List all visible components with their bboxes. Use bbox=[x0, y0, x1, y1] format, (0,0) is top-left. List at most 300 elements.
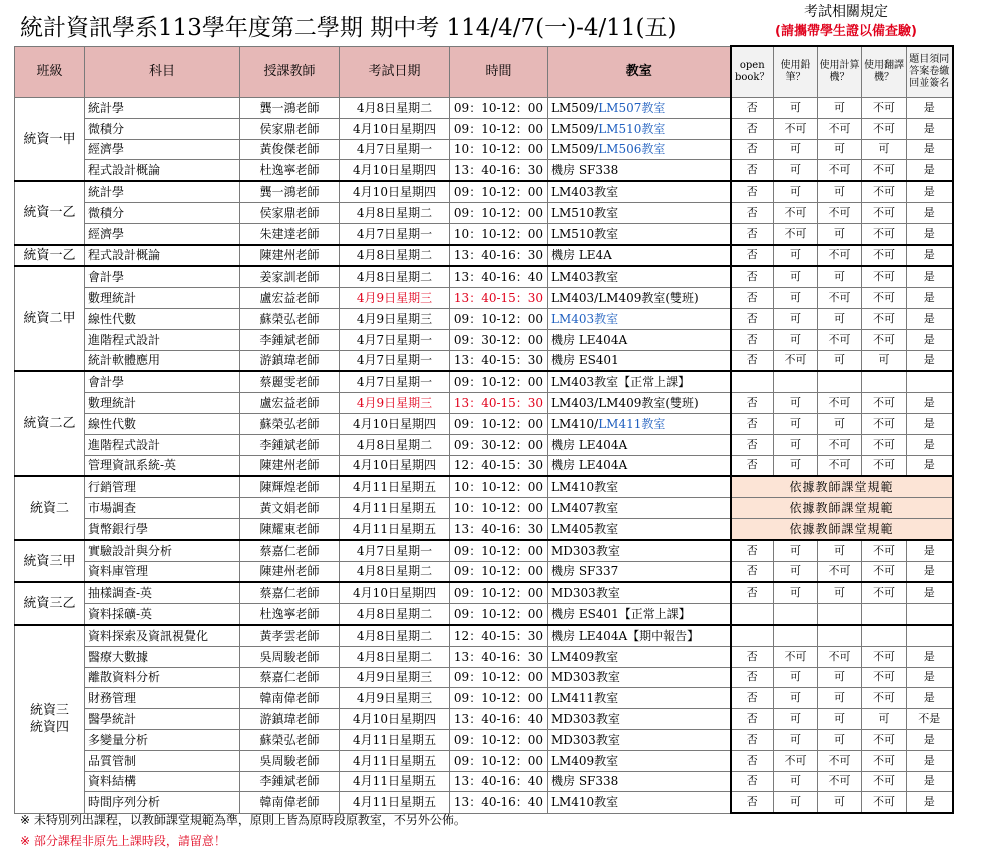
room-text: LM403/LM409教室(雙班) bbox=[551, 291, 699, 306]
subject-cell: 統計學 bbox=[85, 181, 240, 202]
policy-cell: 依據教師課堂規範 bbox=[731, 476, 953, 497]
table-row bbox=[15, 604, 953, 625]
room-text: LM510教室 bbox=[551, 205, 619, 220]
subject-cell: 實驗設計與分析 bbox=[85, 540, 240, 561]
teacher-cell: 李鍾斌老師 bbox=[240, 771, 340, 792]
teacher-cell: 韓南偉老師 bbox=[240, 792, 340, 813]
table-row bbox=[15, 582, 953, 603]
room-cell bbox=[548, 561, 731, 582]
room-text: 機房 SF338 bbox=[551, 774, 619, 789]
rule-cell: 是 bbox=[907, 266, 953, 287]
room-link[interactable]: LM506教室 bbox=[598, 142, 666, 157]
date-cell: 4月7日星期一 bbox=[340, 223, 450, 244]
time-cell: 13：40-16：30 bbox=[450, 160, 548, 181]
room-cell bbox=[548, 139, 731, 160]
room-text: LM403教室【正常上課】 bbox=[551, 375, 691, 390]
col-return-sign: 題目須同答案卷繳回並簽名 bbox=[907, 46, 953, 98]
date-cell: 4月9日星期三 bbox=[340, 393, 450, 414]
room-cell bbox=[548, 393, 731, 414]
rule-cell: 否 bbox=[731, 181, 774, 202]
rule-cell: 可 bbox=[774, 98, 818, 119]
room-link[interactable]: LM510教室 bbox=[598, 121, 666, 136]
subject-cell: 財務管理 bbox=[85, 688, 240, 709]
time-cell: 13：40-16：40 bbox=[450, 709, 548, 730]
teacher-cell: 朱建達老師 bbox=[240, 223, 340, 244]
rule-cell: 可 bbox=[818, 413, 862, 434]
rule-cell: 可 bbox=[774, 540, 818, 561]
class-cell: 統資二甲 bbox=[15, 266, 85, 371]
table-row bbox=[15, 393, 953, 414]
rule-cell bbox=[818, 625, 862, 646]
teacher-cell: 龔一鴻老師 bbox=[240, 98, 340, 119]
table-row bbox=[15, 98, 953, 119]
table-row bbox=[15, 750, 953, 771]
subject-cell: 品質管制 bbox=[85, 750, 240, 771]
room-cell bbox=[548, 160, 731, 181]
time-cell: 09：10-12：00 bbox=[450, 98, 548, 119]
rule-cell: 否 bbox=[731, 561, 774, 582]
time-cell: 13：40-16：30 bbox=[450, 646, 548, 667]
rule-cell: 可 bbox=[818, 729, 862, 750]
rule-cell: 是 bbox=[907, 434, 953, 455]
rule-cell: 不可 bbox=[774, 118, 818, 139]
subject-cell: 多變量分析 bbox=[85, 729, 240, 750]
rules-header-note: (請攜帶學生證以備查驗) bbox=[775, 24, 917, 39]
subject-cell: 經濟學 bbox=[85, 223, 240, 244]
rule-cell: 否 bbox=[731, 771, 774, 792]
date-cell: 4月7日星期一 bbox=[340, 540, 450, 561]
rule-cell bbox=[774, 604, 818, 625]
rule-cell: 不可 bbox=[818, 160, 862, 181]
rule-cell bbox=[862, 625, 907, 646]
subject-cell: 程式設計概論 bbox=[85, 245, 240, 267]
room-cell bbox=[548, 582, 731, 603]
date-cell: 4月8日星期二 bbox=[340, 561, 450, 582]
date-cell: 4月11日星期五 bbox=[340, 792, 450, 813]
room-cell bbox=[548, 771, 731, 792]
rule-cell: 否 bbox=[731, 288, 774, 309]
date-cell: 4月7日星期一 bbox=[340, 371, 450, 392]
date-cell: 4月9日星期三 bbox=[340, 667, 450, 688]
teacher-cell: 盧宏益老師 bbox=[240, 393, 340, 414]
rule-cell: 可 bbox=[862, 350, 907, 371]
rule-cell: 否 bbox=[731, 223, 774, 244]
rule-cell: 是 bbox=[907, 561, 953, 582]
table-row bbox=[15, 709, 953, 730]
rule-cell: 是 bbox=[907, 455, 953, 476]
rule-cell: 不可 bbox=[862, 729, 907, 750]
rule-cell: 不可 bbox=[818, 771, 862, 792]
date-cell: 4月8日星期二 bbox=[340, 434, 450, 455]
teacher-cell: 李鍾斌老師 bbox=[240, 329, 340, 350]
table-row bbox=[15, 561, 953, 582]
rule-cell: 不可 bbox=[774, 750, 818, 771]
rule-cell: 可 bbox=[774, 288, 818, 309]
rule-cell: 不可 bbox=[818, 750, 862, 771]
rule-cell: 不可 bbox=[818, 646, 862, 667]
rule-cell: 是 bbox=[907, 413, 953, 434]
room-cell bbox=[548, 688, 731, 709]
subject-cell: 貨幣銀行學 bbox=[85, 518, 240, 539]
teacher-cell: 龔一鴻老師 bbox=[240, 181, 340, 202]
rule-cell: 不可 bbox=[818, 245, 862, 267]
rule-cell: 不可 bbox=[818, 329, 862, 350]
date-cell: 4月11日星期五 bbox=[340, 750, 450, 771]
room-cell bbox=[548, 223, 731, 244]
rule-cell bbox=[731, 604, 774, 625]
rule-cell: 否 bbox=[731, 540, 774, 561]
room-cell bbox=[548, 202, 731, 223]
rule-cell bbox=[774, 625, 818, 646]
date-cell: 4月10日星期四 bbox=[340, 181, 450, 202]
rule-cell bbox=[907, 625, 953, 646]
teacher-cell: 蔡嘉仁老師 bbox=[240, 582, 340, 603]
col-subject: 科目 bbox=[85, 46, 240, 98]
rule-cell: 否 bbox=[731, 329, 774, 350]
class-cell: 統資三甲 bbox=[15, 540, 85, 583]
subject-cell: 會計學 bbox=[85, 266, 240, 287]
rule-cell: 不可 bbox=[862, 308, 907, 329]
rule-cell: 可 bbox=[818, 98, 862, 119]
rule-cell: 是 bbox=[907, 792, 953, 813]
rule-cell: 是 bbox=[907, 181, 953, 202]
rule-cell bbox=[774, 371, 818, 392]
room-text: 機房 LE404A bbox=[551, 437, 628, 452]
room-cell bbox=[548, 518, 731, 539]
subject-cell: 離散資料分析 bbox=[85, 667, 240, 688]
date-cell: 4月11日星期五 bbox=[340, 498, 450, 519]
teacher-cell: 侯家鼎老師 bbox=[240, 202, 340, 223]
table-body bbox=[15, 98, 953, 814]
rule-cell: 可 bbox=[774, 245, 818, 267]
date-cell: 4月8日星期二 bbox=[340, 98, 450, 119]
time-cell: 09：10-12：00 bbox=[450, 540, 548, 561]
col-time: 時間 bbox=[450, 46, 548, 98]
time-cell: 09：10-12：00 bbox=[450, 181, 548, 202]
rule-cell: 是 bbox=[907, 98, 953, 119]
rule-cell: 不可 bbox=[862, 771, 907, 792]
rule-cell: 不可 bbox=[818, 561, 862, 582]
rule-cell: 不可 bbox=[818, 118, 862, 139]
time-cell: 09：10-12：00 bbox=[450, 561, 548, 582]
rule-cell: 否 bbox=[731, 688, 774, 709]
room-text: LM410教室 bbox=[551, 480, 619, 495]
rule-cell: 不可 bbox=[862, 646, 907, 667]
time-cell: 13：40-16：40 bbox=[450, 792, 548, 813]
rule-cell: 可 bbox=[818, 223, 862, 244]
room-text: 機房 LE4A bbox=[551, 248, 612, 263]
class-cell: 統資二乙 bbox=[15, 371, 85, 476]
rule-cell: 可 bbox=[862, 139, 907, 160]
rules-header-title: 考試相關規定 bbox=[804, 4, 888, 20]
room-link[interactable]: LM507教室 bbox=[598, 100, 666, 115]
teacher-cell: 陳建州老師 bbox=[240, 455, 340, 476]
rule-cell: 否 bbox=[731, 413, 774, 434]
room-text: LM410/ bbox=[551, 416, 599, 431]
policy-cell: 依據教師課堂規範 bbox=[731, 498, 953, 519]
subject-cell: 資料結構 bbox=[85, 771, 240, 792]
room-text: LM409教室 bbox=[551, 753, 619, 768]
rule-cell: 不可 bbox=[862, 118, 907, 139]
table-row bbox=[15, 118, 953, 139]
room-text: LM403教室 bbox=[551, 185, 619, 200]
teacher-cell: 黃文娟老師 bbox=[240, 498, 340, 519]
subject-cell: 醫學統計 bbox=[85, 709, 240, 730]
time-cell: 13：40-15：30 bbox=[450, 393, 548, 414]
time-cell: 13：40-15：30 bbox=[450, 350, 548, 371]
subject-cell: 統計學 bbox=[85, 98, 240, 119]
table-row bbox=[15, 350, 953, 371]
date-cell: 4月10日星期四 bbox=[340, 413, 450, 434]
room-cell bbox=[548, 288, 731, 309]
subject-cell: 經濟學 bbox=[85, 139, 240, 160]
rule-cell: 否 bbox=[731, 202, 774, 223]
rule-cell: 可 bbox=[818, 181, 862, 202]
teacher-cell: 黃俊傑老師 bbox=[240, 139, 340, 160]
room-text: 機房 SF337 bbox=[551, 564, 619, 579]
room-link[interactable]: LM403教室 bbox=[551, 311, 619, 326]
subject-cell: 微積分 bbox=[85, 118, 240, 139]
rule-cell: 否 bbox=[731, 393, 774, 414]
rule-cell: 不可 bbox=[862, 561, 907, 582]
room-text: LM509/ bbox=[551, 100, 599, 115]
rule-cell: 不可 bbox=[862, 792, 907, 813]
rule-cell: 不可 bbox=[818, 434, 862, 455]
time-cell: 09：10-12：00 bbox=[450, 667, 548, 688]
teacher-cell: 陳建州老師 bbox=[240, 561, 340, 582]
subject-cell: 程式設計概論 bbox=[85, 160, 240, 181]
table-row bbox=[15, 266, 953, 287]
rule-cell: 可 bbox=[774, 160, 818, 181]
rule-cell: 可 bbox=[774, 582, 818, 603]
table-row bbox=[15, 518, 953, 539]
time-cell: 09：10-12：00 bbox=[450, 582, 548, 603]
rule-cell: 可 bbox=[774, 308, 818, 329]
teacher-cell: 姜家訓老師 bbox=[240, 266, 340, 287]
rule-cell: 可 bbox=[818, 688, 862, 709]
rule-cell: 是 bbox=[907, 540, 953, 561]
room-text: MD303教室 bbox=[551, 670, 620, 685]
rule-cell: 可 bbox=[818, 139, 862, 160]
subject-cell: 線性代數 bbox=[85, 413, 240, 434]
subject-cell: 線性代數 bbox=[85, 308, 240, 329]
date-cell: 4月11日星期五 bbox=[340, 518, 450, 539]
date-cell: 4月11日星期五 bbox=[340, 729, 450, 750]
date-cell: 4月7日星期一 bbox=[340, 329, 450, 350]
room-text: 機房 ES401【正常上課】 bbox=[551, 607, 691, 622]
rule-cell: 不可 bbox=[774, 350, 818, 371]
rule-cell bbox=[731, 371, 774, 392]
rule-cell: 是 bbox=[907, 582, 953, 603]
room-text: LM403教室 bbox=[551, 270, 619, 285]
rule-cell: 否 bbox=[731, 729, 774, 750]
rule-cell: 否 bbox=[731, 750, 774, 771]
table-row bbox=[15, 476, 953, 497]
rule-cell: 不可 bbox=[818, 202, 862, 223]
room-cell bbox=[548, 604, 731, 625]
room-cell bbox=[548, 350, 731, 371]
rule-cell: 否 bbox=[731, 308, 774, 329]
rule-cell: 否 bbox=[731, 792, 774, 813]
table-row bbox=[15, 729, 953, 750]
rule-cell: 是 bbox=[907, 308, 953, 329]
rule-cell: 不可 bbox=[862, 393, 907, 414]
room-cell bbox=[548, 245, 731, 267]
teacher-cell: 陳耀東老師 bbox=[240, 518, 340, 539]
date-cell: 4月7日星期一 bbox=[340, 139, 450, 160]
room-cell bbox=[548, 118, 731, 139]
subject-cell: 進階程式設計 bbox=[85, 434, 240, 455]
teacher-cell: 李鍾斌老師 bbox=[240, 434, 340, 455]
room-text: LM510教室 bbox=[551, 226, 619, 241]
rule-cell: 可 bbox=[818, 582, 862, 603]
class-cell: 統資一乙 bbox=[15, 245, 85, 267]
date-cell: 4月11日星期五 bbox=[340, 476, 450, 497]
rule-cell: 可 bbox=[818, 266, 862, 287]
room-link[interactable]: LM411教室 bbox=[598, 416, 666, 431]
rule-cell: 否 bbox=[731, 709, 774, 730]
rule-cell: 不可 bbox=[862, 266, 907, 287]
table-row bbox=[15, 245, 953, 267]
room-text: LM411教室 bbox=[551, 691, 619, 706]
table-row bbox=[15, 223, 953, 244]
teacher-cell: 游鎮瑋老師 bbox=[240, 709, 340, 730]
room-cell bbox=[548, 498, 731, 519]
room-text: LM407教室 bbox=[551, 501, 619, 516]
room-cell bbox=[548, 750, 731, 771]
room-text: MD303教室 bbox=[551, 732, 620, 747]
teacher-cell: 陳建州老師 bbox=[240, 245, 340, 267]
rule-cell: 是 bbox=[907, 202, 953, 223]
col-pencil: 使用鉛筆？ bbox=[774, 46, 818, 98]
col-class: 班級 bbox=[15, 46, 85, 98]
table-row bbox=[15, 540, 953, 561]
time-cell: 09：10-12：00 bbox=[450, 604, 548, 625]
rule-cell: 否 bbox=[731, 160, 774, 181]
teacher-cell: 游鎮瑋老師 bbox=[240, 350, 340, 371]
time-cell: 09：10-12：00 bbox=[450, 729, 548, 750]
rule-cell: 不可 bbox=[818, 288, 862, 309]
date-cell: 4月10日星期四 bbox=[340, 160, 450, 181]
rule-cell: 可 bbox=[774, 393, 818, 414]
teacher-cell: 吳周駿老師 bbox=[240, 750, 340, 771]
rule-cell: 否 bbox=[731, 455, 774, 476]
date-cell: 4月10日星期四 bbox=[340, 118, 450, 139]
rule-cell: 可 bbox=[774, 667, 818, 688]
rule-cell: 不是 bbox=[907, 709, 953, 730]
rule-cell: 不可 bbox=[862, 160, 907, 181]
subject-cell: 數理統計 bbox=[85, 393, 240, 414]
rule-cell: 否 bbox=[731, 582, 774, 603]
rule-cell: 可 bbox=[774, 329, 818, 350]
rule-cell: 不可 bbox=[862, 202, 907, 223]
rule-cell: 不可 bbox=[774, 202, 818, 223]
room-cell bbox=[548, 540, 731, 561]
class-cell: 統資一乙 bbox=[15, 181, 85, 244]
rule-cell bbox=[818, 371, 862, 392]
rule-cell bbox=[818, 604, 862, 625]
time-cell: 13：40-16：40 bbox=[450, 266, 548, 287]
col-open-book: open book？ bbox=[731, 46, 774, 98]
rule-cell: 是 bbox=[907, 667, 953, 688]
subject-cell: 微積分 bbox=[85, 202, 240, 223]
teacher-cell: 蔡嘉仁老師 bbox=[240, 540, 340, 561]
table-row bbox=[15, 434, 953, 455]
date-cell: 4月7日星期一 bbox=[340, 350, 450, 371]
room-cell bbox=[548, 308, 731, 329]
date-cell: 4月10日星期四 bbox=[340, 582, 450, 603]
teacher-cell: 杜逸寧老師 bbox=[240, 160, 340, 181]
room-text: 機房 ES401 bbox=[551, 353, 619, 368]
subject-cell: 抽樣調查-英 bbox=[85, 582, 240, 603]
class-cell: 統資三乙 bbox=[15, 582, 85, 625]
time-cell: 10：10-12：00 bbox=[450, 223, 548, 244]
rule-cell: 否 bbox=[731, 139, 774, 160]
time-cell: 13：40-16：30 bbox=[450, 245, 548, 267]
time-cell: 13：40-16：30 bbox=[450, 518, 548, 539]
rule-cell: 不可 bbox=[862, 667, 907, 688]
rule-cell: 可 bbox=[774, 792, 818, 813]
table-row bbox=[15, 202, 953, 223]
time-cell: 09：10-12：00 bbox=[450, 371, 548, 392]
date-cell: 4月11日星期五 bbox=[340, 771, 450, 792]
class-cell: 統資三 統資四 bbox=[15, 625, 85, 813]
rule-cell: 是 bbox=[907, 288, 953, 309]
rule-cell: 是 bbox=[907, 160, 953, 181]
col-translator: 使用翻譯機？ bbox=[862, 46, 907, 98]
subject-cell: 進階程式設計 bbox=[85, 329, 240, 350]
rule-cell: 是 bbox=[907, 729, 953, 750]
rule-cell bbox=[862, 604, 907, 625]
rule-cell: 可 bbox=[774, 709, 818, 730]
time-cell: 12：40-15：30 bbox=[450, 625, 548, 646]
table-row bbox=[15, 413, 953, 434]
rule-cell: 是 bbox=[907, 646, 953, 667]
time-cell: 13：40-16：40 bbox=[450, 771, 548, 792]
table-row bbox=[15, 329, 953, 350]
rule-cell: 是 bbox=[907, 350, 953, 371]
time-cell: 09：10-12：00 bbox=[450, 750, 548, 771]
rule-cell: 不可 bbox=[818, 455, 862, 476]
teacher-cell: 陳輝煌老師 bbox=[240, 476, 340, 497]
table-row bbox=[15, 288, 953, 309]
rule-cell: 否 bbox=[731, 667, 774, 688]
room-text: MD303教室 bbox=[551, 543, 620, 558]
table-row bbox=[15, 371, 953, 392]
class-cell: 統資一甲 bbox=[15, 98, 85, 182]
teacher-cell: 蔡嘉仁老師 bbox=[240, 667, 340, 688]
teacher-cell: 蘇榮弘老師 bbox=[240, 729, 340, 750]
teacher-cell: 盧宏益老師 bbox=[240, 288, 340, 309]
rule-cell: 否 bbox=[731, 266, 774, 287]
room-cell bbox=[548, 434, 731, 455]
rule-cell: 可 bbox=[818, 709, 862, 730]
rule-cell: 可 bbox=[818, 350, 862, 371]
rule-cell: 可 bbox=[774, 434, 818, 455]
room-text: LM405教室 bbox=[551, 521, 619, 536]
time-cell: 10：10-12：00 bbox=[450, 498, 548, 519]
room-text: MD303教室 bbox=[551, 712, 620, 726]
teacher-cell: 蘇榮弘老師 bbox=[240, 413, 340, 434]
rule-cell: 可 bbox=[774, 181, 818, 202]
subject-cell: 資料庫管理 bbox=[85, 561, 240, 582]
rule-cell: 不可 bbox=[862, 688, 907, 709]
date-cell: 4月8日星期二 bbox=[340, 245, 450, 267]
rule-cell: 不可 bbox=[862, 413, 907, 434]
rule-cell: 否 bbox=[731, 118, 774, 139]
subject-cell: 醫療大數據 bbox=[85, 646, 240, 667]
rule-cell: 可 bbox=[774, 455, 818, 476]
